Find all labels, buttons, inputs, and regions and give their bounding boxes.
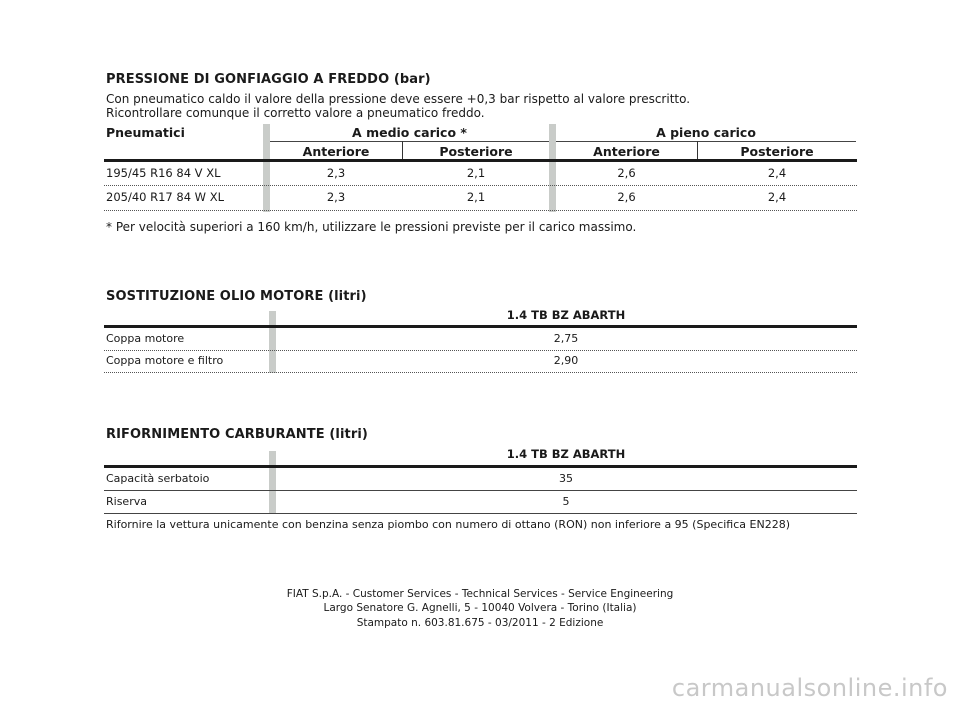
watermark-text: carmanualsonline.info [671, 674, 948, 702]
oil-row-label: Coppa motore e filtro [106, 354, 224, 367]
pressure-cell: 2,3 [326, 190, 346, 204]
oil-row-value: 2,90 [553, 354, 579, 367]
header-rule [104, 325, 857, 328]
row-rule [104, 350, 857, 351]
fuel-row-label: Capacità serbatoio [106, 472, 210, 485]
pressure-section-title: PRESSIONE DI GONFIAGGIO A FREDDO (bar) [106, 72, 431, 87]
col-header-tyres: Pneumatici [106, 125, 185, 140]
row-rule [104, 513, 857, 514]
row-rule [104, 372, 857, 373]
fuel-row-value: 35 [559, 472, 573, 485]
pressure-cell: 2,6 [617, 190, 636, 204]
pressure-footnote: * Per velocità superiori a 160 km/h, utilizzare le pressioni previste per il carico massimo. [106, 220, 637, 234]
pressure-cell: 2,6 [617, 166, 636, 180]
fuel-note: Rifornire la vettura unicamente con benzina senza piombo con numero di ottano (RON) non inferiore a 95 (Specifica EN228) [106, 518, 790, 531]
row-rule [104, 490, 857, 491]
subheader-rule [556, 141, 856, 142]
row-rule [104, 210, 857, 211]
subheader-rule [270, 141, 549, 142]
pressure-cell: 2,4 [767, 166, 787, 180]
tyre-size-cell: 195/45 R16 84 V XL [106, 166, 221, 180]
fuel-row-label: Riserva [106, 495, 147, 508]
grey-separator [269, 451, 276, 514]
group-header-medium-load: A medio carico * [352, 125, 467, 140]
grey-separator [269, 311, 276, 373]
grey-separator [549, 124, 556, 212]
pressure-note-line1: Con pneumatico caldo il valore della pressione deve essere +0,3 bar rispetto al valore prescritto. [106, 92, 691, 106]
sub-header-full-front: Anteriore [593, 144, 660, 159]
grey-separator [263, 124, 270, 212]
header-rule [104, 465, 857, 468]
sub-header-full-rear: Posteriore [740, 144, 814, 159]
fuel-col-header: 1.4 TB BZ ABARTH [506, 447, 626, 461]
pressure-cell: 2,1 [466, 190, 486, 204]
row-rule [104, 185, 857, 186]
header-rule [104, 159, 857, 162]
footer-line: Largo Senatore G. Agnelli, 5 - 10040 Volvera - Torino (Italia) [323, 602, 637, 614]
pressure-cell: 2,4 [767, 190, 787, 204]
oil-row-label: Coppa motore [106, 332, 185, 345]
group-header-full-load: A pieno carico [656, 125, 756, 140]
footer-line: Stampato n. 603.81.675 - 03/2011 - 2 Edizione [356, 617, 604, 629]
fuel-section-title: RIFORNIMENTO CARBURANTE (litri) [106, 427, 368, 442]
sub-header-medium-front: Anteriore [302, 144, 370, 159]
sub-header-medium-rear: Posteriore [439, 144, 513, 159]
pressure-cell: 2,1 [466, 166, 486, 180]
pressure-cell: 2,3 [326, 166, 346, 180]
oil-row-value: 2,75 [553, 332, 579, 345]
oil-col-header: 1.4 TB BZ ABARTH [506, 308, 626, 322]
fuel-row-value: 5 [562, 495, 570, 508]
pressure-note-line2: Ricontrollare comunque il corretto valore a pneumatico freddo. [106, 106, 485, 120]
footer-line: FIAT S.p.A. - Customer Services - Technical Services - Service Engineering [286, 588, 674, 600]
oil-section-title: SOSTITUZIONE OLIO MOTORE (litri) [106, 289, 367, 304]
tyre-size-cell: 205/40 R17 84 W XL [106, 190, 224, 204]
